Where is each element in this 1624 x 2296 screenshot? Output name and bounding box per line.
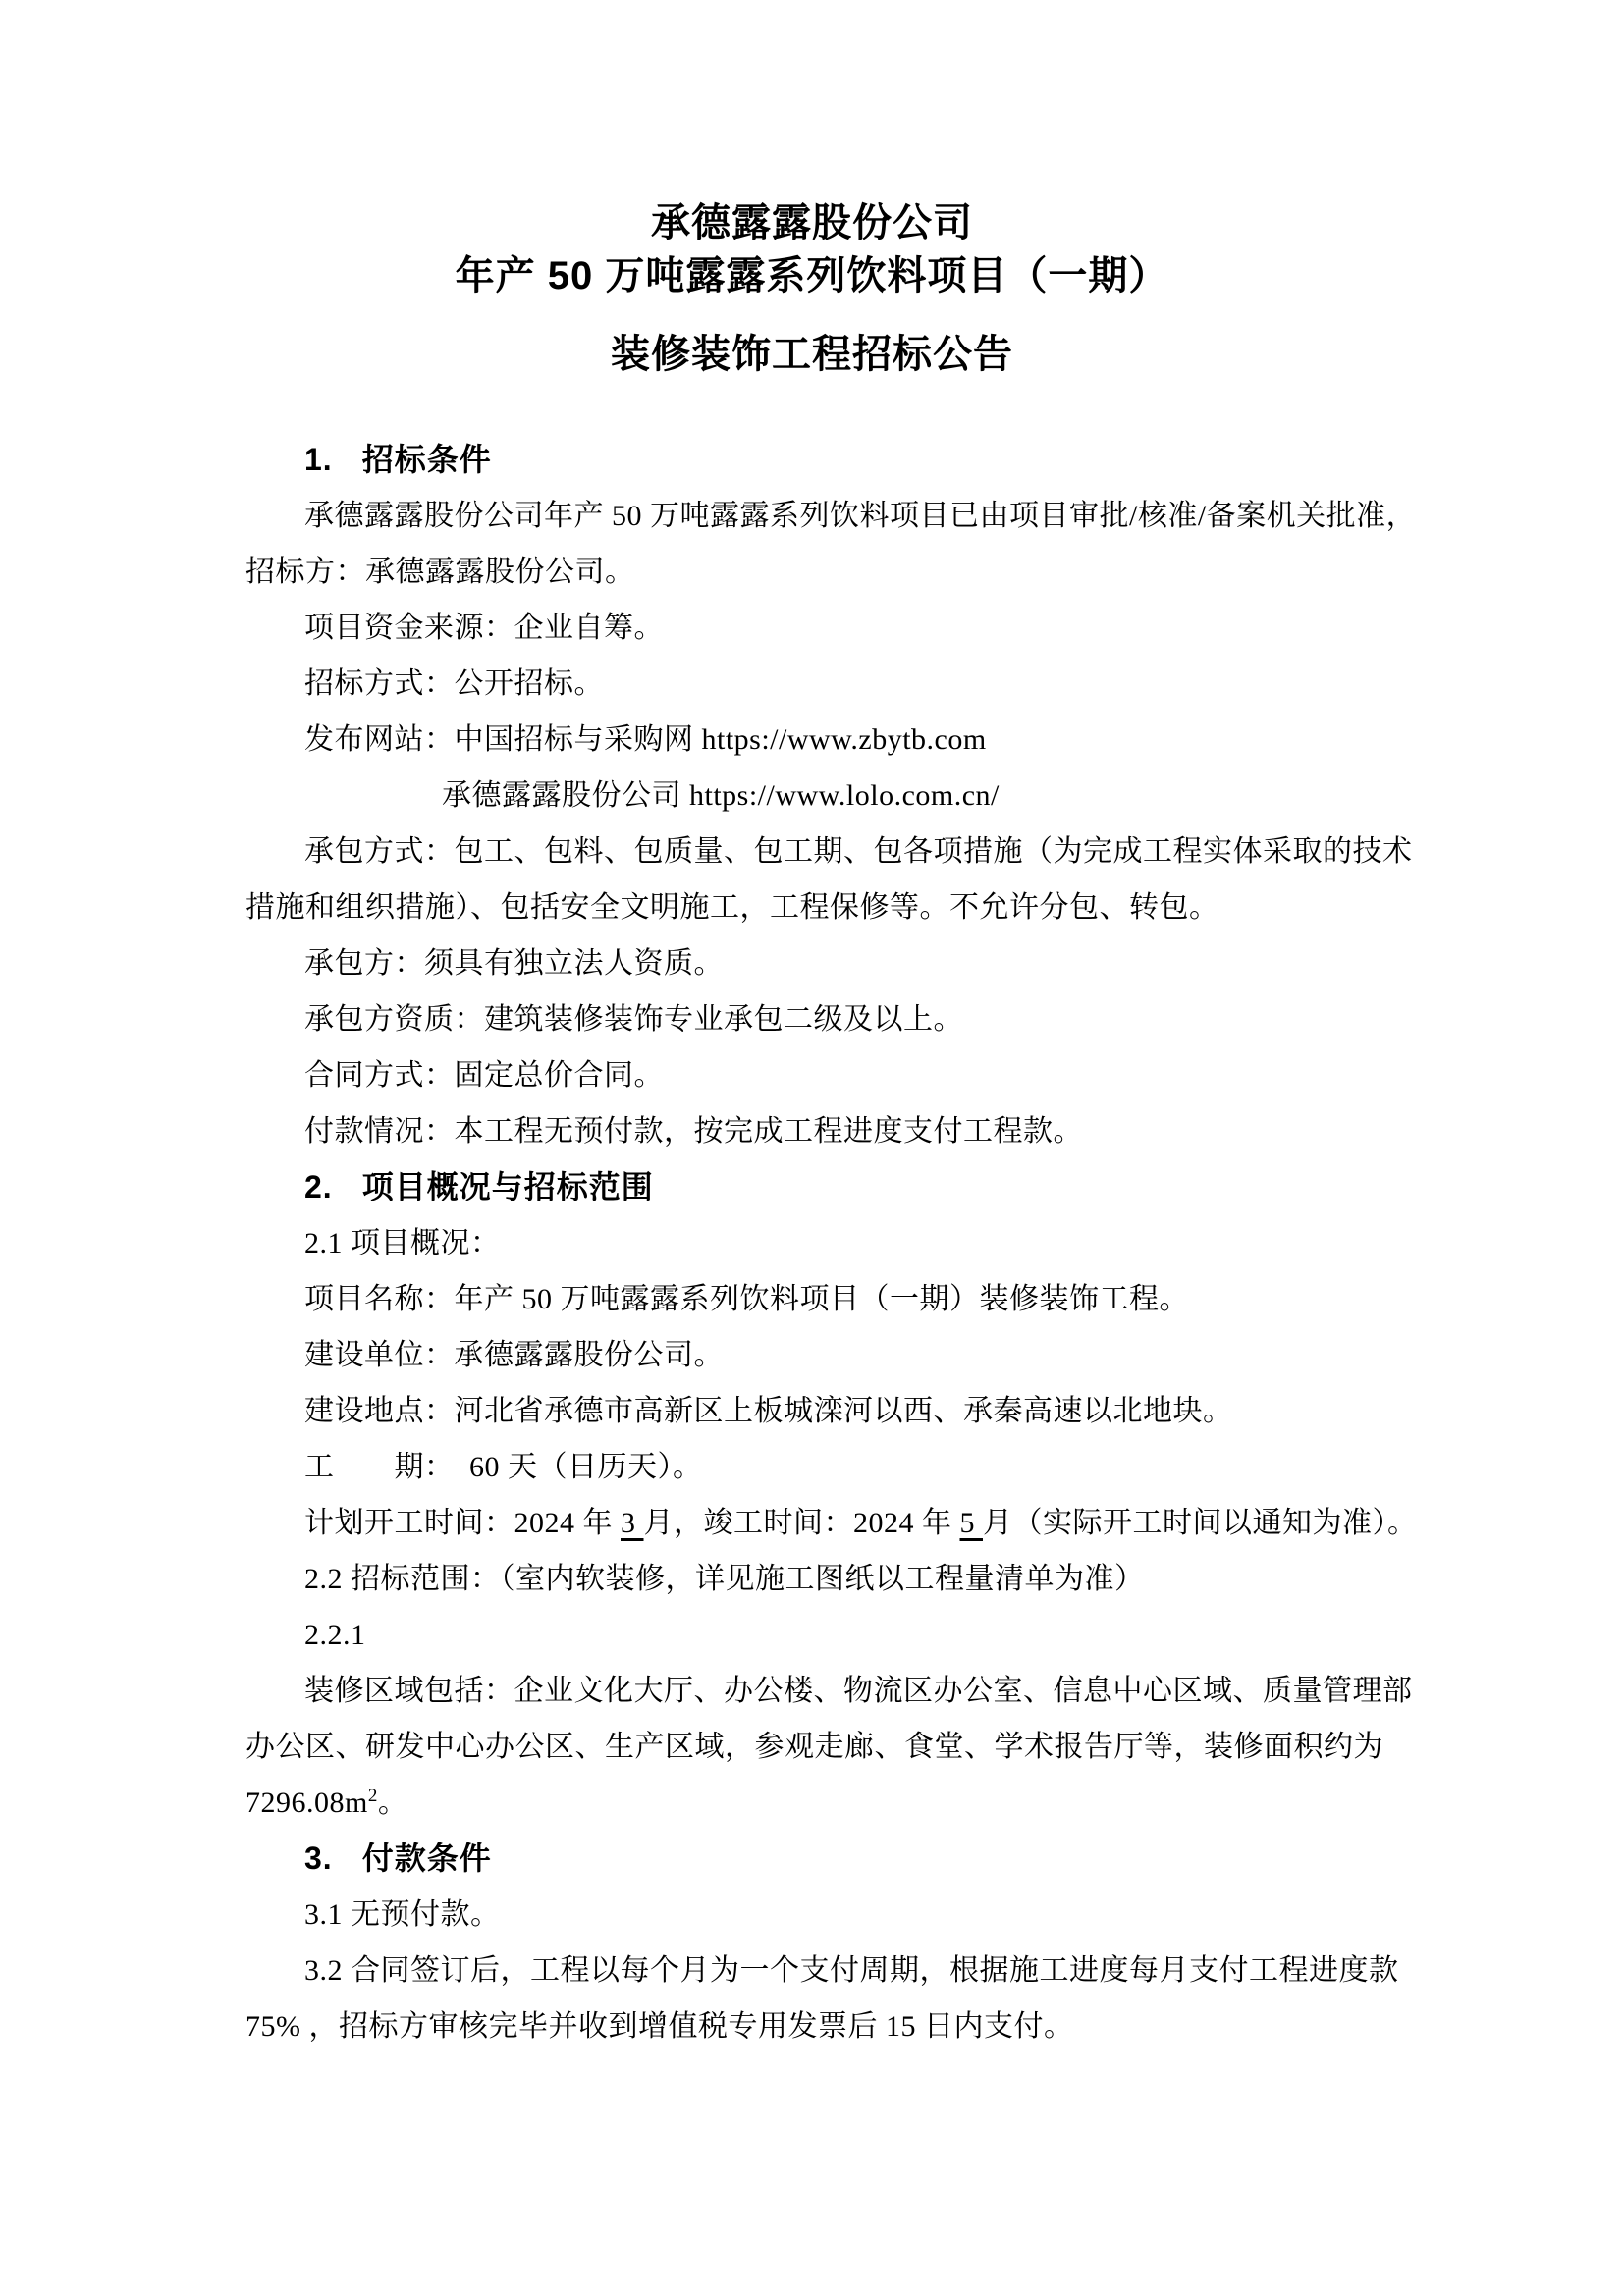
text-line bbox=[245, 935, 1379, 991]
section-heading bbox=[245, 1159, 1379, 1215]
text-segment: 2.2 招标范围：（室内软装修，详见施工图纸以工程量清单为准） bbox=[304, 1563, 1145, 1595]
text-segment: 招标方：承德露露股份公司。 bbox=[245, 556, 635, 588]
text-segment: 承包方式：包工、包料、包质量、包工期、包各项措施（为完成工程实体采取的技术 bbox=[304, 835, 1413, 868]
text-segment: 计划开工时间：2024 年 bbox=[304, 1507, 621, 1539]
text-segment: 招标方式：公开招标。 bbox=[304, 667, 604, 700]
text-segment: 装修区域包括：企业文化大厅、办公楼、物流区办公室、信息中心区域、质量管理部 bbox=[304, 1675, 1413, 1707]
text-segment: 承包方：须具有独立法人资质。 bbox=[304, 947, 724, 980]
section-title: 招标条件 bbox=[361, 442, 492, 477]
text-segment: 办公区、研发中心办公区、生产区域，参观走廊、食堂、学术报告厅等，装修面积约为 bbox=[245, 1731, 1383, 1763]
text-line bbox=[245, 1775, 1379, 1831]
text-segment: 2.1 项目概况： bbox=[304, 1227, 501, 1259]
section-number: 1. bbox=[304, 442, 333, 477]
text-segment: 工 期： 60 天（日历天）。 bbox=[304, 1451, 703, 1483]
text-segment: 月，竣工时间：2024 年 bbox=[643, 1507, 960, 1539]
text-segment: 3.1 无预付款。 bbox=[304, 1898, 501, 1931]
superscript-text: 2 bbox=[367, 1786, 378, 1806]
text-line bbox=[245, 1999, 1379, 2055]
section-number: 2. bbox=[304, 1169, 333, 1204]
title-project-name: 年产 50 万吨露露系列饮料项目（一期） bbox=[455, 254, 1169, 297]
text-line bbox=[245, 1887, 1379, 1943]
text-line bbox=[245, 712, 1379, 768]
text-segment: 项目名称：年产 50 万吨露露系列饮料项目（一期）装修装饰工程。 bbox=[304, 1283, 1189, 1315]
text-line bbox=[245, 880, 1379, 935]
text-line bbox=[245, 824, 1413, 880]
text-line bbox=[245, 1047, 1379, 1103]
text-segment: 建设单位：承德露露股份公司。 bbox=[304, 1339, 724, 1371]
document-title-block bbox=[0, 0, 1624, 381]
section-1-bidding-conditions bbox=[245, 432, 1417, 1159]
text-segment: 承包方资质：建筑装修装饰专业承包二级及以上。 bbox=[304, 1003, 963, 1036]
section-heading bbox=[245, 1831, 1379, 1887]
text-segment: 承德露露股份公司年产 50 万吨露露系列饮料项目已由项目审批/核准/备案机关批准， bbox=[304, 500, 1417, 532]
text-segment: 月（实际开工时间以通知为准）。 bbox=[983, 1507, 1418, 1539]
text-segment: 合同方式：固定总价合同。 bbox=[304, 1059, 664, 1092]
text-line bbox=[245, 488, 1417, 544]
text-line bbox=[245, 1271, 1379, 1327]
text-line bbox=[245, 1215, 1379, 1271]
text-segment: 7296.08m bbox=[245, 1787, 368, 1819]
text-segment: 3.2 合同签订后，工程以每个月为一个支付周期，根据施工进度每月支付工程进度款 bbox=[304, 1954, 1399, 1987]
text-segment: 承德露露股份公司 bbox=[442, 779, 689, 812]
section-number: 3. bbox=[304, 1841, 333, 1876]
text-segment: 措施和组织措施）、包括安全文明施工，工程保修等。不允许分包、转包。 bbox=[245, 891, 1219, 924]
text-line bbox=[245, 544, 1379, 600]
text-segment: 。 bbox=[377, 1787, 408, 1819]
section-title: 项目概况与招标范围 bbox=[361, 1169, 654, 1204]
title-company-name: 承德露露股份公司 bbox=[651, 201, 973, 244]
text-line bbox=[245, 656, 1379, 712]
underlined-text: 5 bbox=[959, 1507, 983, 1539]
text-segment: 项目资金来源：企业自筹。 bbox=[304, 612, 664, 644]
text-line bbox=[245, 768, 1379, 824]
text-line bbox=[245, 1495, 1418, 1551]
text-line bbox=[245, 1383, 1379, 1439]
title-announcement: 装修装饰工程招标公告 bbox=[611, 333, 1013, 376]
section-3-payment-terms bbox=[245, 1831, 1399, 2055]
section-title: 付款条件 bbox=[361, 1841, 492, 1876]
text-segment: 75% ，招标方审核完毕并收到增值税专用发票后 15 日内支付。 bbox=[245, 2010, 1074, 2043]
text-line bbox=[245, 600, 1379, 656]
text-line bbox=[245, 1327, 1379, 1383]
text-line bbox=[245, 1663, 1413, 1719]
text-segment: 付款情况：本工程无预付款，按完成工程进度支付工程款。 bbox=[304, 1115, 1083, 1148]
document-body bbox=[0, 432, 1624, 2055]
url-text[interactable]: https://www.zbytb.com bbox=[701, 723, 987, 756]
text-line bbox=[245, 1103, 1379, 1159]
text-segment: 建设地点：河北省承德市高新区上板城滦河以西、承秦高速以北地块。 bbox=[304, 1395, 1233, 1427]
text-line bbox=[245, 991, 1379, 1047]
underlined-text: 3 bbox=[621, 1507, 644, 1539]
text-line bbox=[245, 1439, 1379, 1495]
section-heading bbox=[245, 432, 1379, 488]
text-segment: 发布网站：中国招标与采购网 bbox=[304, 723, 702, 756]
section-2-project-overview-and-scope bbox=[245, 1159, 1418, 1831]
text-line bbox=[245, 1719, 1383, 1775]
text-line bbox=[245, 1551, 1379, 1607]
text-line bbox=[245, 1607, 1379, 1663]
text-line bbox=[245, 1943, 1399, 1999]
text-segment: 2.2.1 bbox=[304, 1619, 366, 1651]
url-text[interactable]: https://www.lolo.com.cn/ bbox=[689, 779, 1000, 812]
